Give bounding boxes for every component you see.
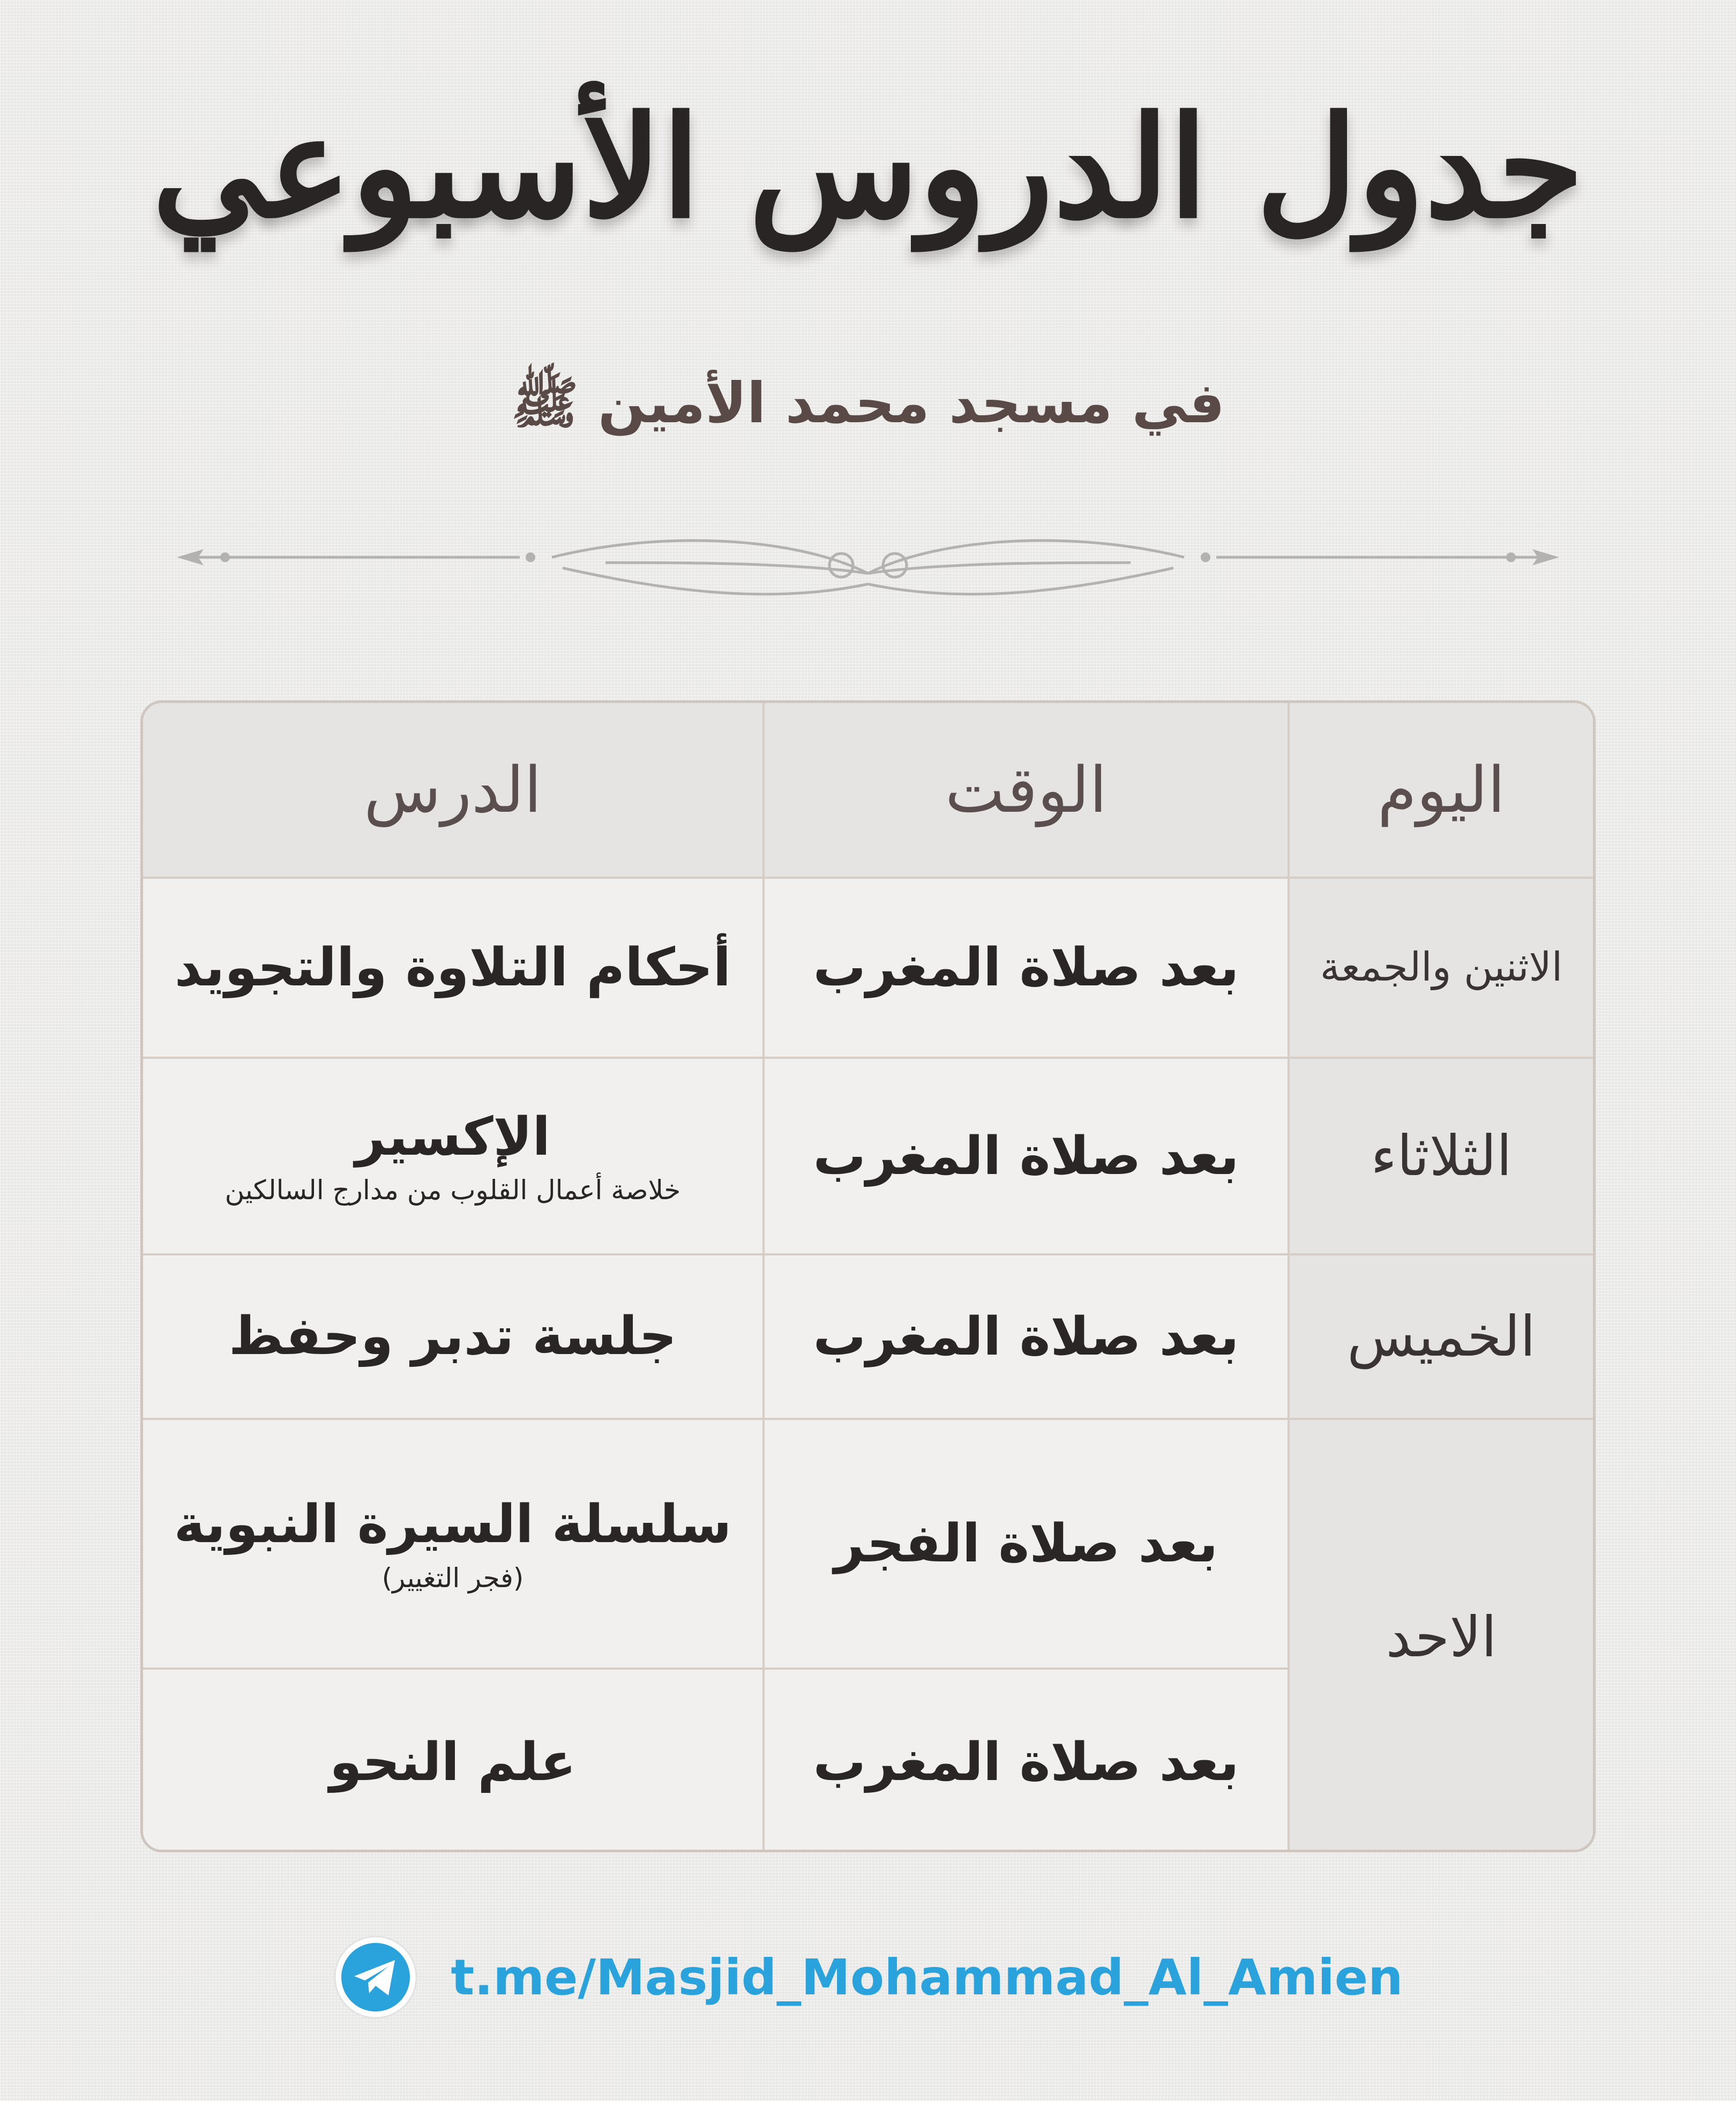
lesson-cell: سلسلة السيرة النبوية (فجر التغيير) (143, 1420, 762, 1668)
table-row (143, 1059, 1593, 1255)
page-title: جدول الدروس الأسبوعي (152, 86, 1584, 249)
table-row (143, 879, 1593, 1059)
table-row (143, 1255, 1593, 1420)
time-cell: بعد صلاة المغرب (762, 879, 1288, 1057)
lesson-cell: أحكام التلاوة والتجويد (174, 937, 731, 998)
page-subtitle: في مسجد محمد الأمين ﷺ (511, 370, 1225, 436)
header-time: الوقت (762, 703, 1288, 877)
time-cell: بعد صلاة المغرب (762, 1059, 1288, 1253)
telegram-icon[interactable] (333, 1934, 418, 2020)
schedule-table (140, 700, 1596, 1852)
header-lesson: الدرس (143, 703, 762, 877)
time-cell: بعد صلاة المغرب (762, 1670, 1288, 1852)
time-cell: بعد صلاة الفجر (762, 1420, 1288, 1668)
header-day: اليوم (1288, 703, 1593, 877)
day-cell: الثلاثاء (1288, 1059, 1593, 1253)
telegram-link[interactable]: t.me/Masjid_Mohammad_Al_Amien (451, 1948, 1403, 2006)
footer (0, 1929, 1736, 2025)
table-header-row (143, 703, 1593, 879)
lesson-note: (فجر التغيير) (381, 1562, 524, 1594)
lesson-cell: جلسة تدبر وحفظ (228, 1306, 677, 1367)
divider-ornament (177, 525, 1559, 632)
day-cell: الاثنين والجمعة (1288, 879, 1593, 1057)
lesson-note: خلاصة أعمال القلوب من مدارج السالكين (225, 1175, 681, 1206)
day-cell: الخميس (1288, 1255, 1593, 1418)
day-cell-merged: الاحد (1288, 1420, 1593, 1852)
lesson-cell: علم النحو (329, 1731, 577, 1793)
lesson-cell: الإكسير خلاصة أعمال القلوب من مدارج السالكين (143, 1059, 762, 1253)
time-cell: بعد صلاة المغرب (762, 1255, 1288, 1418)
